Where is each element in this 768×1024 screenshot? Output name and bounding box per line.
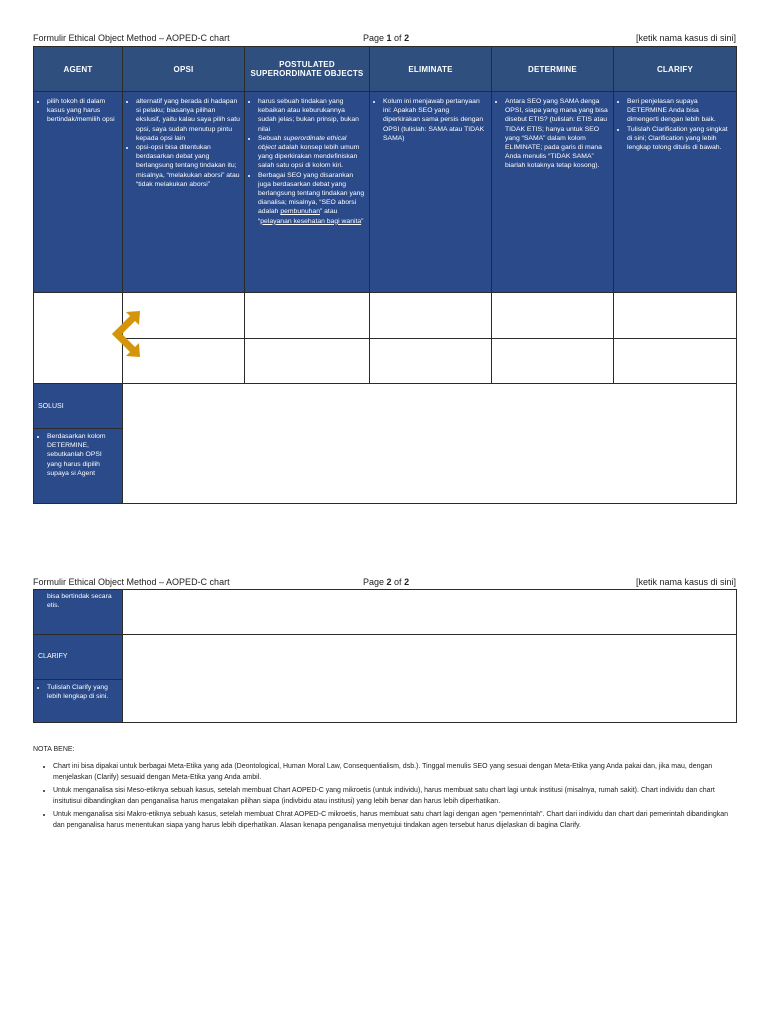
agent-entry-cell[interactable] <box>34 293 123 384</box>
page-indicator: Page 1 of 2 <box>363 33 410 43</box>
clarify-row <box>34 635 737 680</box>
list-item: • pilih tokoh di dalam kasus yang harus bertindak/memilih opsi <box>47 97 118 125</box>
solusi-row <box>34 384 737 429</box>
determine-instructions <box>492 92 614 293</box>
eliminate-entry-cell[interactable] <box>370 338 492 384</box>
pso-entry-cell[interactable] <box>245 338 370 384</box>
list-item: • Kolum ini menjawab pertanyaan ini: Apakah SEO yang diperkirakan sama persis dengan OPSI (tulislah: SAMA atau TIDAK SAMA) <box>383 97 487 143</box>
col-header-opsi: OPSI <box>123 47 245 92</box>
opsi-instructions <box>123 92 245 293</box>
entry-row-1 <box>34 293 737 339</box>
solusi-instructions-cont: bisa bertindak secara etis. <box>34 590 123 635</box>
col-header-clarify: CLARIFY <box>614 47 737 92</box>
agent-instructions <box>34 92 123 293</box>
list-item: • Sebuah superordinate ethical object adalah konsep lebih umum yang diperkirakan mendefiniskan salah satu opsi di kolom kiri. <box>258 134 365 171</box>
clarify-instructions <box>614 92 737 293</box>
case-name-placeholder[interactable]: [ketik nama kasus di sini] <box>635 577 736 587</box>
form-title: Formulir Ethical Object Method – AOPED-C chart <box>33 577 230 587</box>
solusi-entry-cell[interactable] <box>123 384 737 504</box>
aoped-c-table <box>33 46 737 504</box>
clarify-label: CLARIFY <box>34 635 123 680</box>
pso-instructions <box>245 92 370 293</box>
eliminate-entry-cell[interactable] <box>370 293 492 339</box>
solusi-instructions <box>34 429 123 504</box>
solusi-entry-cell-cont[interactable] <box>123 590 737 635</box>
determine-entry-cell[interactable] <box>492 293 614 339</box>
col-header-agent: AGENT <box>34 47 123 92</box>
page-indicator: Page 2 of 2 <box>363 577 410 587</box>
page2-header <box>33 576 736 588</box>
instruction-row <box>34 92 737 293</box>
branch-arrow-icon <box>108 307 148 361</box>
list-item: • Untuk menganalisa sisi Meso-etiknya sebuah kasus, setelah membuat Chart AOPED-C yang mikroetis (untuk individu), harus membuat satu chart lagi untuk institusi (misalnya, rumah sakit). Chart individu dan chart insitutisui dibandingkan dan penganalisa harus mengatakan pilihan siapa (indivbidu atau institusi) yang lebih benar dan harus lebih diperhatikan. <box>53 785 738 807</box>
clarify-instructions <box>34 680 123 723</box>
solusi-cont-row <box>34 590 737 635</box>
determine-entry-cell[interactable] <box>492 338 614 384</box>
eliminate-instructions <box>370 92 492 293</box>
aoped-c-table-cont <box>33 589 737 723</box>
clarify-entry-cell[interactable] <box>614 293 737 339</box>
list-item: • harus sebuah tindakan yang kebaikan atau keburukannya sudah jelas; bukan prinsip, bukan nilai <box>258 97 365 134</box>
case-name-placeholder[interactable]: [ketik nama kasus di sini] <box>635 33 736 43</box>
page1-header <box>33 32 736 44</box>
solusi-label: SOLUSI <box>34 384 123 429</box>
list-item: • Beri penjelasan supaya DETERMINE Anda bisa dimengerti dengan lebih baik. <box>627 97 732 125</box>
col-header-determine: DETERMINE <box>492 47 614 92</box>
col-header-eliminate: ELIMINATE <box>370 47 492 92</box>
col-header-pso: POSTULATED SUPERORDINATE OBJECTS <box>245 47 370 92</box>
list-item: • alternatif yang berada di hadapan si pelaku; biasanya pilihan ekslusif, yaitu kalau saya pilih satu opsi, saya sudah menutup pintu kepada opsi lain <box>136 97 240 143</box>
list-item: • Berbagai SEO yang disarankan juga berdasarkan debat yang berlangsung tentang tindakan yang dianalisa; misalnya, “SEO aborsi adalah pembunuhan” atau “pelayanan kesehatan bagi wanita” <box>258 171 365 226</box>
form-title: Formulir Ethical Object Method – AOPED-C chart <box>33 33 230 43</box>
list-item: • Untuk menganalisa sisi Makro-etiknya sebuah kasus, setelah membuat Chrat AOPED-C mikroetis, harus membuat satu chart lagi dengan agen “pemenrintah”. Chart dari individu dan chart dari pemerintah dibandingkan dan penganalisa harus menentukan siapa yang harus lebih diperhatikan. Alasan kenapa penganalisa menyetujui tindakan agen tersebut harus dijelaskan di bagina Clarify. <box>53 809 738 831</box>
column-header-row <box>34 47 737 92</box>
nota-bene-title: NOTA BENE: <box>33 746 75 753</box>
list-item: • Berdasarkan kolom DETERMINE, sebutkanlah OPSI yang harus dipilih supaya si Agent <box>47 432 118 478</box>
list-item: • Tulislah Clarification yang singkat di sini; Clarification yang lebih lengkap tolong ditulis di bawah. <box>627 125 732 153</box>
clarify-entry-cell[interactable] <box>123 635 737 723</box>
list-item: • Chart ini bisa dipakai untuk berbagai Meta-Etika yang ada (Deontological, Human Moral Law, Consequentialism, dsb.). Tinggal menulis SEO yang sesuai dengan Meta-Etika yang Anda pakai dan, jika mau, dengan menjelaskan (Clarify) sesuaid dengan Meta-Etika yang Anda ambil. <box>53 761 738 783</box>
list-item: • Tulislah Clarify yang lebih lengkap di sini. <box>47 683 118 701</box>
list-item: • Antara SEO yang SAMA denga OPSI, siapa yang mana yang bisa disebut ETIS? (tulislah: ETIS atau TIDAK ETIS; hanya untuk SEO yang “SAMA” dalam kolom ELIMINATE; pada garis di mana Anda menulis “TIDAK SAMA” biarlah kotaknya tetap kosong). <box>505 97 609 171</box>
list-item: • opsi-opsi bisa ditentukan berdasarkan debat yang berlangsung tentang tindakan itu; misalnya, “melakukan aborsi” atau “tidak melakukan aborsi” <box>136 143 240 189</box>
clarify-entry-cell[interactable] <box>614 338 737 384</box>
pso-entry-cell[interactable] <box>245 293 370 339</box>
nota-bene <box>33 744 738 833</box>
